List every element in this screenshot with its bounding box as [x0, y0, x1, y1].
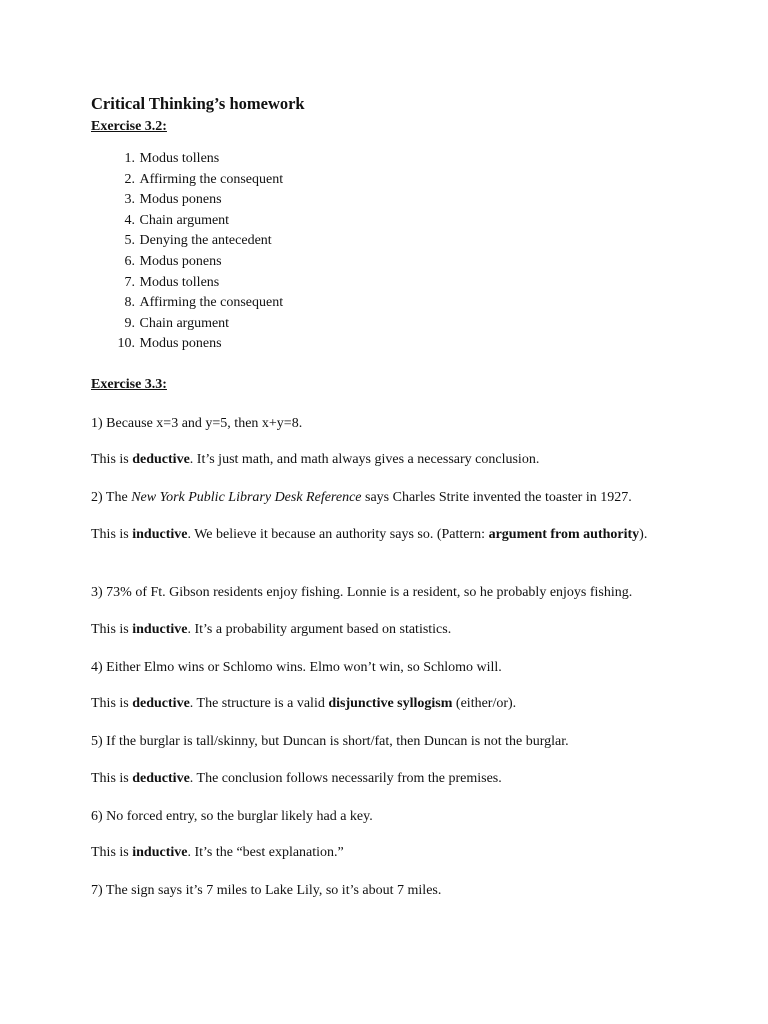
- question-text: 2) The: [91, 490, 132, 505]
- answer-1: [91, 450, 678, 470]
- item-text: Modus tollens: [139, 151, 220, 166]
- item-text: Modus ponens: [139, 192, 222, 208]
- exercise-3-2-heading: Exercise 3.2:: [91, 119, 167, 134]
- item-number: 4.: [124, 212, 135, 228]
- answer-text: This is: [91, 696, 133, 711]
- exercise-3-3-heading: Exercise 3.3:: [91, 377, 167, 392]
- list-item: [110, 273, 283, 294]
- item-text: Affirming the consequent: [139, 171, 284, 187]
- answer-text: . We believe it because an authority says so. (Pattern:: [187, 527, 489, 542]
- answer-text: This is: [91, 771, 133, 786]
- answer-type: inductive: [132, 527, 188, 542]
- answer-text: . It’s a probability argument based on statistics.: [187, 622, 452, 637]
- document-title: Critical Thinking’s homework: [91, 94, 305, 113]
- pattern-name: argument from authority: [488, 527, 640, 542]
- item-number: 1.: [124, 151, 135, 166]
- list-item: [110, 170, 283, 191]
- question-1: 1) Because x=3 and y=5, then x+y=8.: [91, 416, 303, 431]
- answer-type: deductive: [132, 452, 190, 467]
- question-2: [91, 488, 678, 508]
- item-number: 3.: [124, 192, 135, 208]
- answer-type: deductive: [132, 771, 190, 786]
- answer-type: deductive: [132, 696, 190, 711]
- item-number: 6.: [124, 253, 135, 269]
- answer-5: [91, 769, 678, 789]
- list-item: [110, 334, 283, 355]
- list-item: [110, 231, 283, 252]
- answer-2: [91, 525, 678, 545]
- item-text: Affirming the consequent: [139, 295, 284, 311]
- answer-text: This is: [91, 527, 133, 542]
- list-item: [110, 190, 283, 211]
- item-number: 8.: [124, 295, 135, 311]
- item-number: 2.: [124, 171, 135, 187]
- list-item: [110, 211, 283, 232]
- answer-text: . The structure is a valid: [189, 696, 329, 711]
- answer-text: This is: [91, 845, 133, 860]
- question-3: 3) 73% of Ft. Gibson residents enjoy fishing. Lonnie is a resident, so he probably enjoys fishing.: [91, 585, 633, 600]
- list-item: [110, 293, 283, 314]
- list-item: [110, 252, 283, 273]
- answer-type: inductive: [132, 622, 188, 637]
- list-item: [110, 149, 283, 170]
- item-text: Modus tollens: [139, 274, 220, 290]
- item-text: Modus ponens: [139, 336, 222, 352]
- list-item: [110, 314, 283, 335]
- question-text: says Charles Strite invented the toaster in 1927.: [361, 490, 632, 505]
- answer-text: (either/or).: [452, 696, 517, 711]
- item-text: Modus ponens: [139, 253, 222, 269]
- item-number: 10.: [117, 336, 135, 352]
- answer-text: ).: [639, 527, 648, 542]
- question-4: 4) Either Elmo wins or Schlomo wins. Elmo won’t win, so Schlomo will.: [91, 660, 502, 675]
- pattern-name: disjunctive syllogism: [328, 696, 453, 711]
- answer-6: [91, 843, 678, 863]
- item-number: 9.: [124, 315, 135, 331]
- answer-text: . The conclusion follows necessarily from the premises.: [189, 771, 502, 786]
- item-text: Chain argument: [139, 315, 230, 331]
- question-6: 6) No forced entry, so the burglar likely had a key.: [91, 809, 373, 824]
- question-7: 7) The sign says it’s 7 miles to Lake Lily, so it’s about 7 miles.: [91, 883, 442, 898]
- item-number: 5.: [124, 233, 135, 249]
- book-title: New York Public Library Desk Reference: [131, 490, 362, 505]
- item-text: Denying the antecedent: [139, 233, 272, 249]
- exercise-3-2-answer-list: [110, 149, 283, 355]
- question-5: 5) If the burglar is tall/skinny, but Duncan is short/fat, then Duncan is not the burglar.: [91, 734, 569, 749]
- answer-4: [91, 694, 678, 714]
- answer-text: . It’s just math, and math always gives a necessary conclusion.: [189, 452, 540, 467]
- answer-type: inductive: [132, 845, 188, 860]
- answer-text: . It’s the “best explanation.”: [187, 845, 344, 860]
- answer-text: This is: [91, 452, 133, 467]
- item-number: 7.: [124, 274, 135, 290]
- answer-text: This is: [91, 622, 133, 637]
- answer-3: [91, 620, 678, 640]
- item-text: Chain argument: [139, 212, 230, 228]
